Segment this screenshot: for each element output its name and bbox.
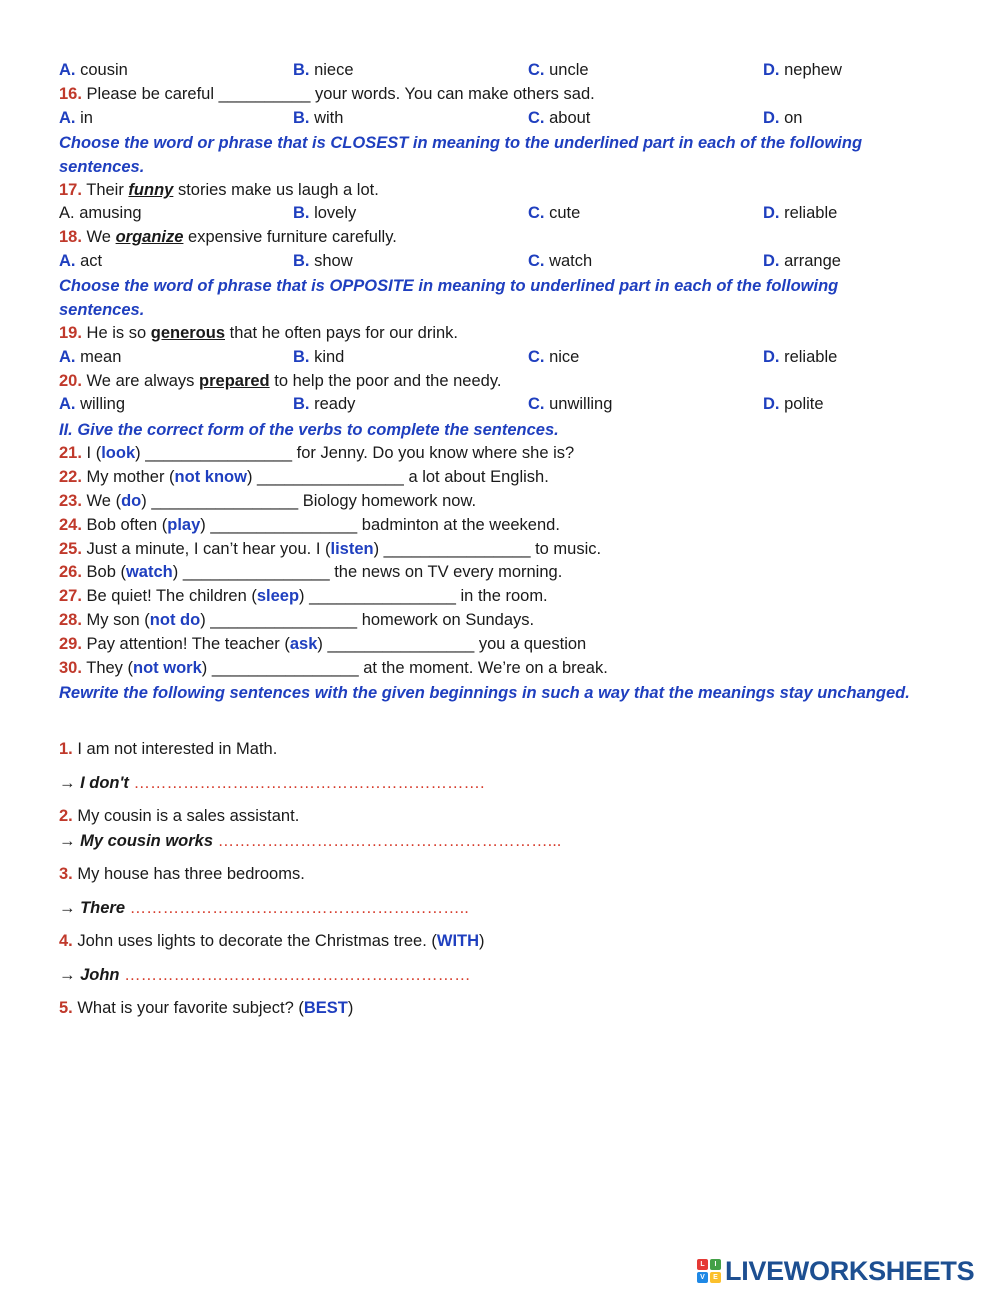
verb-question[interactable]: 23. We (do) ________________ Biology homework now.: [59, 492, 477, 510]
logo-text: LIVEWORKSHEETS: [725, 1255, 975, 1286]
verb-question[interactable]: 25. Just a minute, I can’t hear you. I (listen) ________________ to music.: [59, 540, 602, 558]
verb-question[interactable]: 27. Be quiet! The children (sleep) ________________ in the room.: [59, 587, 548, 605]
q17-option-c[interactable]: C. cute: [528, 204, 581, 222]
q18-option-d[interactable]: D. arrange: [763, 252, 841, 270]
q19-option-d[interactable]: D. reliable: [763, 348, 838, 366]
verb-question[interactable]: 21. I (look) ________________ for Jenny. Do you know where she is?: [59, 444, 575, 462]
question-16: 16. Please be careful __________ your words. You can make others sad.: [59, 85, 595, 103]
question-17: 17. Their funny stories make us laugh a lot.: [59, 181, 379, 199]
rewrite-answer-2[interactable]: → My cousin works ……………………………………………………...: [59, 832, 562, 850]
question-20: 20. We are always prepared to help the poor and the needy.: [59, 372, 502, 390]
rewrite-item-5: 5. What is your favorite subject? (BEST): [59, 999, 354, 1017]
q17-option-a[interactable]: A. amusing: [59, 204, 142, 222]
question-19: 19. He is so generous that he often pays for our drink.: [59, 324, 458, 342]
q20-option-d[interactable]: D. polite: [763, 395, 824, 413]
verb-question[interactable]: 30. They (not work) ________________ at the moment. We’re on a break.: [59, 659, 608, 677]
verb-question[interactable]: 24. Bob often (play) ________________ badminton at the weekend.: [59, 516, 560, 534]
instruction-rewrite: Rewrite the following sentences with the given beginnings in such a way that the meanings stay unchanged.: [59, 684, 910, 702]
q20-option-c[interactable]: C. unwilling: [528, 395, 613, 413]
instruction-opposite: Choose the word of phrase that is OPPOSITE in meaning to underlined part in each of the following sentences.: [59, 277, 839, 319]
underlined-word: organize: [115, 228, 184, 246]
q15-option-b[interactable]: B. niece: [293, 61, 354, 79]
underlined-word: funny: [128, 181, 174, 199]
q20-option-b[interactable]: B. ready: [293, 395, 356, 413]
rewrite-answer-4[interactable]: → John ………………………………………………………: [59, 966, 471, 984]
q20-option-a[interactable]: A. willing: [59, 395, 126, 413]
q16-option-c[interactable]: C. about: [528, 109, 591, 127]
rewrite-item-2: 2. My cousin is a sales assistant.: [59, 807, 300, 825]
liveworksheets-logo: [697, 1256, 974, 1286]
logo-cubes-icon: L I V E: [697, 1259, 721, 1283]
q15-option-a[interactable]: A. cousin: [59, 61, 128, 79]
verb-question[interactable]: 29. Pay attention! The teacher (ask) ________________ you a question: [59, 635, 587, 653]
q18-option-c[interactable]: C. watch: [528, 252, 593, 270]
question-18: 18. We organize expensive furniture carefully.: [59, 228, 397, 246]
instruction-closest: Choose the word or phrase that is CLOSEST in meaning to the underlined part in each of the following sentences.: [59, 134, 863, 176]
q18-option-a[interactable]: A. act: [59, 252, 103, 270]
q18-option-b[interactable]: B. show: [293, 252, 353, 270]
underlined-word: prepared: [199, 372, 270, 390]
underlined-word: generous: [150, 324, 226, 342]
verb-question[interactable]: 26. Bob (watch) ________________ the news on TV every morning.: [59, 563, 563, 581]
q17-option-b[interactable]: B. lovely: [293, 204, 357, 222]
rewrite-item-3: 3. My house has three bedrooms.: [59, 865, 305, 883]
rewrite-item-4: 4. John uses lights to decorate the Christmas tree. (WITH): [59, 932, 485, 950]
q16-option-b[interactable]: B. with: [293, 109, 344, 127]
q16-option-a[interactable]: A. in: [59, 109, 93, 127]
q16-option-d[interactable]: D. on: [763, 109, 803, 127]
q17-option-d[interactable]: D. reliable: [763, 204, 838, 222]
q15-option-d[interactable]: D. nephew: [763, 61, 842, 79]
rewrite-item-1: 1. I am not interested in Math.: [59, 740, 278, 758]
rewrite-answer-3[interactable]: → There ……………………………………………………..: [59, 899, 469, 917]
instruction-verbs: II. Give the correct form of the verbs to complete the sentences.: [59, 421, 559, 439]
q19-option-a[interactable]: A. mean: [59, 348, 122, 366]
q15-option-c[interactable]: C. uncle: [528, 61, 589, 79]
verb-question[interactable]: 22. My mother (not know) ________________ a lot about English.: [59, 468, 549, 486]
rewrite-answer-1[interactable]: → I don't ……………………………………………………….: [59, 774, 485, 792]
q19-option-c[interactable]: C. nice: [528, 348, 580, 366]
verb-question[interactable]: 28. My son (not do) ________________ homework on Sundays.: [59, 611, 535, 629]
q19-option-b[interactable]: B. kind: [293, 348, 345, 366]
